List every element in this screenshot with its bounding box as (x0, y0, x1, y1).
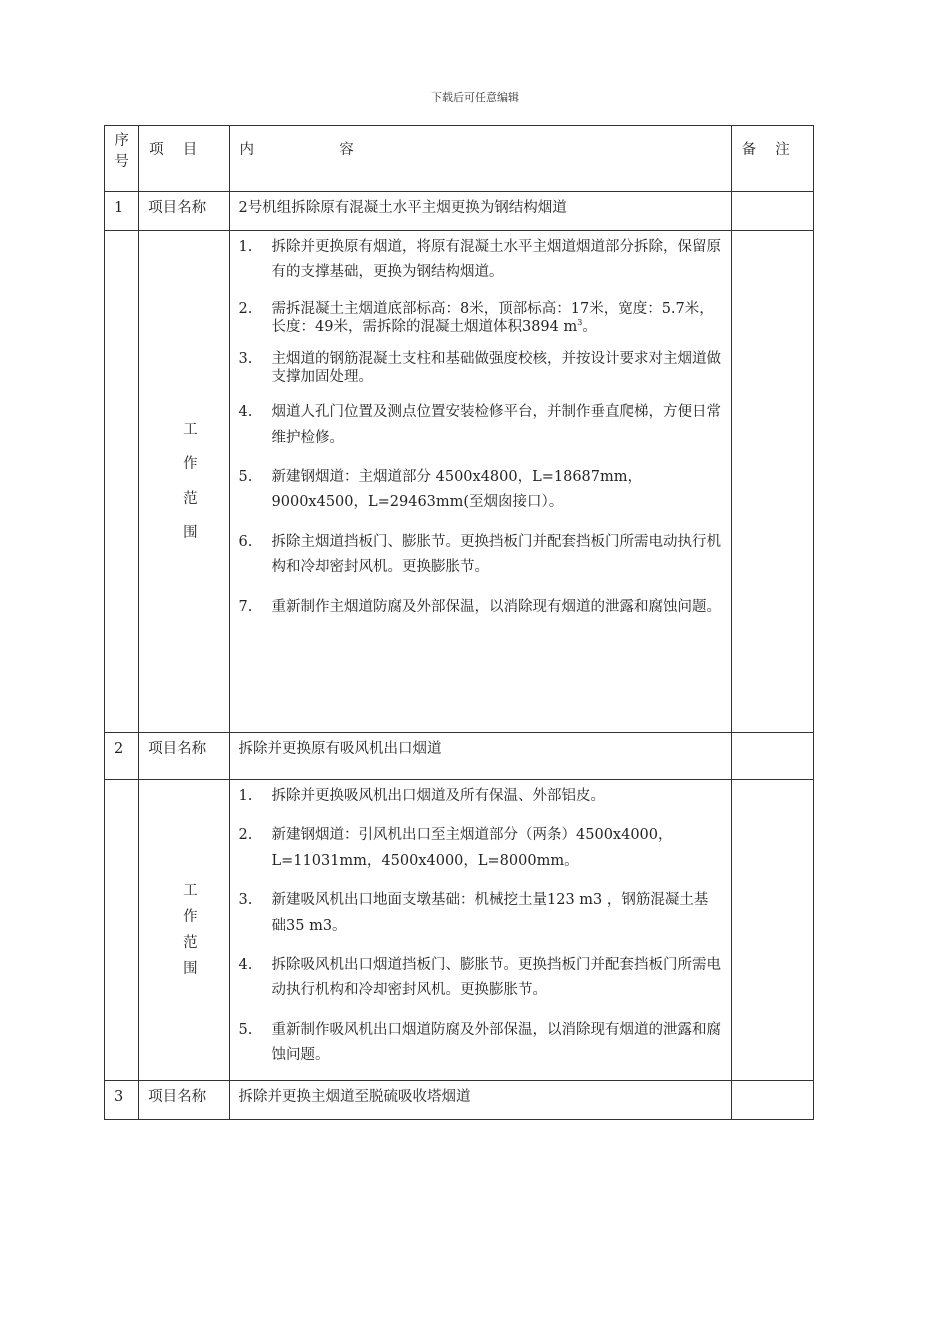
remark-cell (731, 780, 813, 1081)
item-label: 项目名称 (139, 1081, 229, 1120)
scope-content (229, 780, 731, 1081)
header-content (229, 126, 731, 192)
list-item: 1. 拆除并更换吸风机出口烟道及所有保温、外部铝皮。 (238, 788, 606, 804)
remark-cell (731, 733, 813, 780)
list-item: 5. 重新制作吸风机出口烟道防腐及外部保温，以消除现有烟道的泄露和腐蚀问题。 (238, 1021, 722, 1063)
scope-row-1 (105, 231, 814, 733)
item-label: 项目名称 (139, 733, 229, 780)
header-row (105, 126, 814, 192)
remark-cell (731, 192, 813, 231)
scope-table (104, 125, 814, 1120)
scope-row-2 (105, 780, 814, 1081)
project-title: 拆除并更换主烟道至脱硫吸收塔烟道 (229, 1081, 731, 1120)
header-item: 项 目 (139, 126, 229, 192)
header-content-a: 内 (239, 142, 262, 158)
project-title: 2号机组拆除原有混凝土水平主烟更换为钢结构烟道 (229, 192, 731, 231)
list-item: 7. 重新制作主烟道防腐及外部保温，以消除现有烟道的泄露和腐蚀问题。 (238, 598, 722, 615)
list-item: 1. 拆除并更换原有烟道，将原有混凝土水平主烟道烟道部分拆除，保留原有的支撑基础，更换为钢结构烟道。 (238, 239, 722, 281)
header-seq-line1: 序 (114, 133, 129, 149)
page-header: 下载后可任意编辑 (431, 91, 519, 104)
seq-cell: 2 (105, 733, 139, 780)
seq-cell: 1 (105, 192, 139, 231)
scope-label: 工 作 范 围 (139, 780, 229, 1081)
list-item: 2. 新建钢烟道：引风机出口至主烟道部分（两条）4500x4000，L=11031mm，4500x4000，L=8000mm。 (238, 827, 673, 869)
seq-cell-empty (105, 780, 139, 1081)
list-item: 4. 烟道人孔门位置及测点位置安装检修平台，并制作垂直爬梯，方便日常维护检修。 (238, 404, 722, 446)
project-row-3 (105, 1081, 814, 1120)
list-item: 2. 需拆混凝土主烟道底部标高：8米，顶部标高：17米，宽度：5.7米，长度：49米，需拆除的混凝土烟道体积3894 $m^3$。 (238, 300, 714, 335)
scope-label: 工 作 范 围 (139, 231, 229, 733)
list-item: 3. 主烟道的钢筋混凝土支柱和基础做强度校核，并按设计要求对主烟道做支撑加固处理。 (238, 351, 722, 386)
seq-cell-empty (105, 231, 139, 733)
header-remark: 备 注 (731, 126, 813, 192)
item-label: 项目名称 (139, 192, 229, 231)
list-item: 4. 拆除吸风机出口烟道挡板门、膨胀节。更换挡板门并配套挡板门所需电动执行机构和冷却密封风机。更换膨胀节。 (238, 956, 722, 999)
header-content-b: 容 (339, 142, 362, 158)
project-row-1 (105, 192, 814, 231)
header-seq-line2: 号 (114, 154, 129, 171)
list-item: 5. 新建钢烟道：主烟道部分 4500x4800，L=18687mm，9000x4500，L=29463mm(至烟囱接口）。 (238, 469, 643, 511)
scope-content (229, 231, 731, 733)
list-item: 3. 新建吸风机出口地面支墩基础：机械挖土量123 m3 ，钢筋混凝土基础35 m3。 (238, 892, 709, 934)
remark-cell (731, 1081, 813, 1120)
header-seq (105, 126, 139, 192)
remark-cell (731, 231, 813, 733)
project-title: 拆除并更换原有吸风机出口烟道 (229, 733, 731, 780)
project-row-2 (105, 733, 814, 780)
seq-cell: 3 (105, 1081, 139, 1120)
list-item: 6. 拆除主烟道挡板门、膨胀节。更换挡板门并配套挡板门所需电动执行机构和冷却密封风机。更换膨胀节。 (238, 533, 722, 576)
